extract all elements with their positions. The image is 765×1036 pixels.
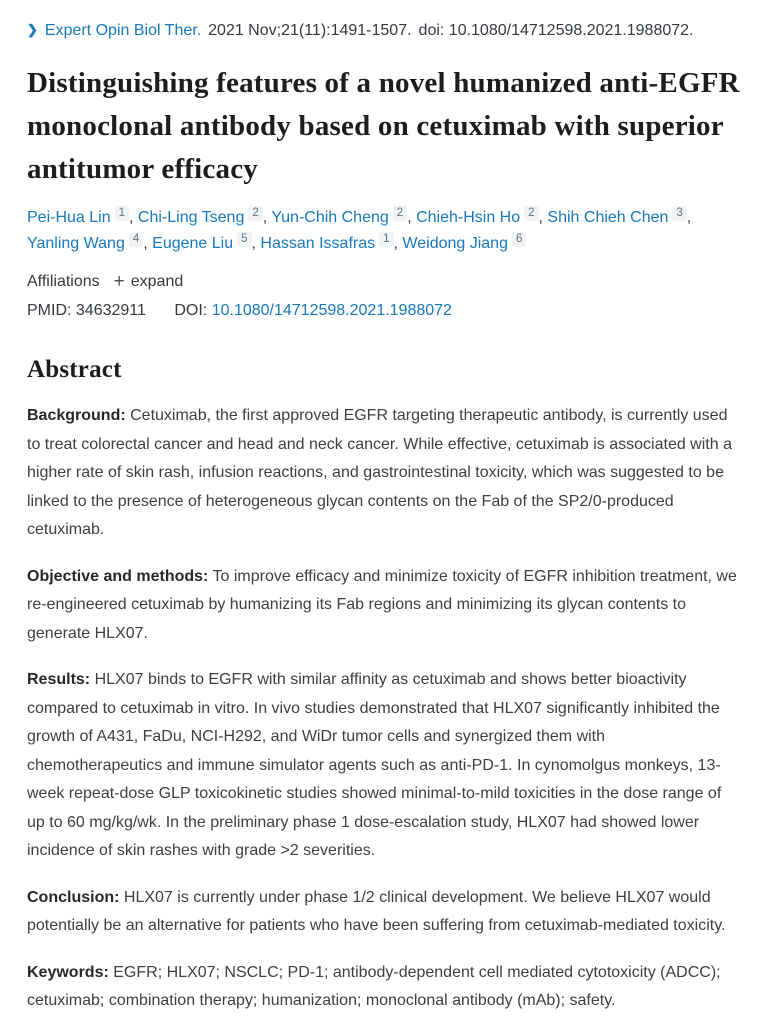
author-link[interactable]: Eugene Liu bbox=[152, 235, 234, 252]
author-link[interactable]: Yanling Wang bbox=[27, 235, 125, 252]
author-affiliation-sup[interactable]: 2 bbox=[393, 206, 407, 221]
pmid-value: 34632911 bbox=[75, 302, 146, 319]
pmid-label: PMID: bbox=[27, 302, 72, 319]
author-separator: , bbox=[143, 235, 153, 252]
author-affiliation-sup[interactable]: 3 bbox=[672, 206, 686, 221]
authors-list bbox=[27, 205, 727, 257]
section-text: To improve efficacy and minimize toxicity of EGFR inhibition treatment, we re-engineered cetuximab by humanizing its Fab regions and minimizing its glycan contents to generate HLX07. bbox=[27, 567, 737, 642]
abstract-section-results bbox=[27, 666, 740, 866]
doi-link[interactable]: 10.1080/14712598.2021.1988072 bbox=[211, 302, 452, 319]
citation-doi: doi: 10.1080/14712598.2021.1988072. bbox=[418, 22, 694, 39]
author-link[interactable]: Chi-Ling Tseng bbox=[137, 209, 245, 226]
author-separator: , bbox=[251, 235, 261, 252]
author-separator: , bbox=[538, 209, 548, 226]
plus-icon: + bbox=[113, 271, 125, 292]
section-label: Results: bbox=[27, 671, 91, 688]
expand-label: expand bbox=[130, 273, 184, 290]
journal-citation-line bbox=[27, 20, 740, 42]
author-affiliation-sup[interactable]: 2 bbox=[524, 206, 538, 221]
author-link[interactable]: Pei-Hua Lin bbox=[27, 209, 111, 226]
section-label: Conclusion: bbox=[27, 888, 120, 906]
abstract-section-background bbox=[27, 402, 740, 545]
author-separator: , bbox=[393, 235, 403, 252]
author-affiliation-sup[interactable]: 5 bbox=[237, 232, 251, 247]
affiliations-expand-button[interactable] bbox=[114, 273, 184, 291]
abstract-section-conclusion bbox=[27, 884, 740, 941]
identifiers-row bbox=[27, 302, 740, 320]
doi-group bbox=[174, 302, 452, 319]
section-label: Background: bbox=[27, 407, 126, 424]
author-separator: , bbox=[686, 209, 692, 226]
author-affiliation-sup[interactable]: 4 bbox=[129, 232, 143, 247]
keywords-line bbox=[27, 959, 740, 1016]
author-affiliation-sup[interactable]: 2 bbox=[248, 206, 262, 221]
doi-label: DOI: bbox=[174, 302, 208, 319]
section-label: Objective and methods: bbox=[27, 567, 209, 585]
author-affiliation-sup[interactable]: 6 bbox=[512, 232, 526, 247]
abstract-section bbox=[27, 356, 740, 1016]
section-text: HLX07 binds to EGFR with similar affinity as cetuximab and shows better bioactivity compared to cetuximab in vitro. In vivo studies demonstrated that HLX07 significantly inhibited the growth of A431, FaDu, NCI-H292, and WiDr tumor cells and synergized them with chemotherapeutics and immune simulator agents such as anti-PD-1. In cynomolgus monkeys, 13-week repeat-dose GLP toxicokinetic studies showed minimal-to-mild toxicities in the dose range of up to 60 mg/kg/wk. In the preliminary phase 1 dose-escalation study, HLX07 had showed lower incidence of skin rashes with grade >2 severities. bbox=[27, 671, 722, 859]
article-title: Distinguishing features of a novel humanized anti-EGFR monoclonal antibody based on cetuximab with superior antitumor efficacy bbox=[27, 67, 740, 185]
abstract-section-objective bbox=[27, 563, 740, 649]
citation-details: 2021 Nov;21(11):1491-1507. bbox=[208, 22, 412, 39]
author-link[interactable]: Hassan Issafras bbox=[260, 235, 376, 252]
chevron-right-icon[interactable]: ❯ bbox=[27, 22, 38, 37]
section-text: Cetuximab, the first approved EGFR targeting therapeutic antibody, is currently used to treat colorectal cancer and head and neck cancer. While effective, cetuximab is associated with a higher rate of skin rash, infusion reactions, and gastrointestinal toxicity, which was suggested to be linked to the presence of heterogeneous glycan contents on the Fab of the SP2/0-produced cetuximab. bbox=[27, 407, 732, 538]
author-separator: , bbox=[407, 209, 417, 226]
author-link[interactable]: Yun-Chih Cheng bbox=[271, 209, 389, 226]
author-separator: , bbox=[262, 209, 272, 226]
author-affiliation-sup[interactable]: 1 bbox=[379, 232, 393, 247]
author-link[interactable]: Chieh-Hsin Ho bbox=[416, 209, 521, 226]
journal-name-link[interactable]: Expert Opin Biol Ther. bbox=[44, 22, 202, 39]
keywords-text: EGFR; HLX07; NSCLC; PD-1; antibody-dependent cell mediated cytotoxicity (ADCC); cetuximab; combination therapy; humanization; monoclonal antibody (mAb); safety. bbox=[27, 963, 721, 1009]
keywords-label: Keywords: bbox=[27, 963, 109, 981]
section-text: HLX07 is currently under phase 1/2 clinical development. We believe HLX07 would potentially be an alternative for patients who have been suffering from cetuximab-mediated toxicity. bbox=[27, 888, 726, 934]
author-link[interactable]: Shih Chieh Chen bbox=[547, 209, 669, 226]
affiliations-row bbox=[27, 273, 740, 291]
affiliations-label: Affiliations bbox=[27, 273, 100, 290]
abstract-heading: Abstract bbox=[27, 356, 122, 383]
author-affiliation-sup[interactable]: 1 bbox=[115, 206, 129, 221]
author-separator: , bbox=[129, 209, 138, 226]
author-link[interactable]: Weidong Jiang bbox=[402, 235, 508, 252]
